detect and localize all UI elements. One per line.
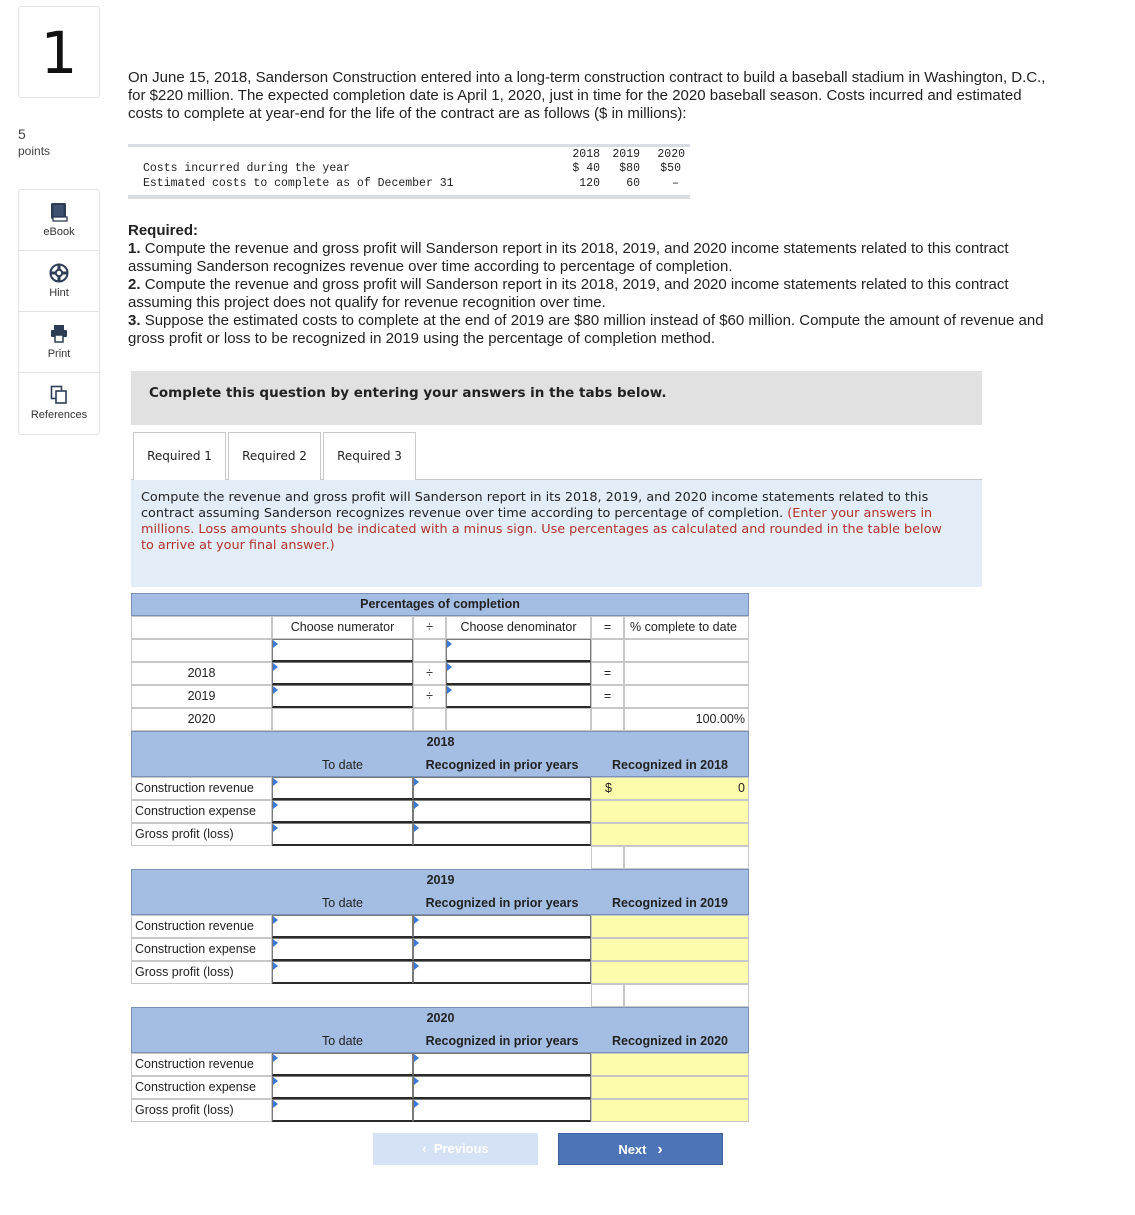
expense-prior-2020[interactable]: [413, 1076, 591, 1099]
col-recognized-2020: Recognized in 2020: [611, 1034, 728, 1048]
row-label-gross-profit: Gross profit (loss): [135, 827, 234, 841]
divide-symbol: ÷: [426, 620, 433, 634]
ebook-label: eBook: [43, 226, 75, 238]
hint-button[interactable]: [19, 251, 99, 312]
col-recognized-2019: Recognized in 2019: [611, 896, 728, 910]
col-to-date: To date: [321, 1034, 363, 1048]
tab-required-2[interactable]: Required 2: [228, 432, 321, 480]
gross-profit-prior-2020[interactable]: [413, 1099, 591, 1122]
references-icon: [50, 385, 68, 405]
col-prior-years: Recognized in prior years: [425, 758, 579, 772]
answer-grid: [131, 593, 749, 1123]
year-header-2018: 2018: [572, 148, 600, 161]
year-header-2019: 2019: [612, 148, 640, 161]
revenue-to-date-2020[interactable]: [272, 1053, 413, 1076]
divide-symbol: ÷: [426, 666, 433, 680]
equals-symbol: =: [603, 620, 612, 634]
cost-row-label: Costs incurred during the year: [143, 162, 351, 175]
ebook-button[interactable]: [19, 190, 99, 251]
instruction-text: Compute the revenue and gross profit will Sanderson report in its 2018, 2019, and 2020 income statements related to this contract assuming Sanderson recognizes revenue over time according to percentage of completion.: [141, 490, 929, 521]
numerator-select[interactable]: [272, 639, 413, 662]
hint-label: Hint: [49, 287, 69, 299]
row-label-revenue: Construction revenue: [135, 781, 254, 795]
chevron-left-icon: ‹: [422, 1141, 427, 1156]
revenue-prior-2020[interactable]: [413, 1053, 591, 1076]
year-header-2020: 2020: [657, 148, 685, 161]
revenue-recognized-2020: [591, 1053, 749, 1076]
poc-year-2019: 2019: [187, 689, 216, 703]
result-header: % complete to date: [630, 620, 738, 634]
numerator-input-2018[interactable]: [272, 662, 413, 685]
points-value: 5: [18, 126, 26, 142]
row-label-expense: Construction expense: [135, 804, 256, 818]
expense-recognized-2018: [591, 800, 749, 823]
poc-title: Percentages of completion: [360, 597, 520, 611]
cost-value: $80: [619, 162, 640, 175]
revenue-prior-2019[interactable]: [413, 915, 591, 938]
col-recognized-2018: Recognized in 2018: [611, 758, 728, 772]
divide-symbol: ÷: [426, 689, 433, 703]
equals-symbol: =: [603, 666, 612, 680]
block-2018-year: 2018: [426, 735, 455, 749]
expense-prior-2018[interactable]: [413, 800, 591, 823]
row-label-revenue: Construction revenue: [135, 919, 254, 933]
cost-value: $50: [660, 162, 681, 175]
complete-banner: Complete this question by entering your answers in the tabs below.: [131, 371, 982, 425]
gross-profit-recognized-2020: [591, 1099, 749, 1122]
equals-symbol: =: [603, 689, 612, 703]
cost-table: [128, 144, 690, 199]
expense-to-date-2019[interactable]: [272, 938, 413, 961]
book-icon: [50, 202, 68, 222]
hint-icon: [49, 263, 69, 283]
percent-complete-2019: [624, 685, 749, 708]
col-prior-years: Recognized in prior years: [425, 1034, 579, 1048]
expense-prior-2019[interactable]: [413, 938, 591, 961]
gross-profit-to-date-2019[interactable]: [272, 961, 413, 984]
printer-icon: [50, 324, 68, 344]
tab-required-1[interactable]: Required 1: [133, 432, 226, 481]
question-prompt: On June 15, 2018, Sanderson Construction entered into a long-term construction contract to build a baseball stadium in Washington, D.C., for $220 million. The expected completion date is April 1, 2020, just in time for the 2020 baseball season. Costs incurred and estimated costs to complete at year-end for the life of the contract are as follows ($ in millions):: [128, 69, 1046, 122]
gross-profit-to-date-2020[interactable]: [272, 1099, 413, 1122]
col-to-date: To date: [321, 758, 363, 772]
required-item-1: 1. Compute the revenue and gross profit will Sanderson report in its 2018, 2019, and 2020 income statements related to this contract assuming Sanderson recognizes revenue over time according to percentage of completion.: [128, 240, 1009, 275]
poc-year-2020: 2020: [187, 712, 216, 726]
cost-row-label: Estimated costs to complete as of December 31: [143, 177, 454, 190]
points-label: points: [18, 144, 51, 158]
poc-year-2018: 2018: [187, 666, 216, 680]
row-label-revenue: Construction revenue: [135, 1057, 254, 1071]
tab-required-3[interactable]: Required 3: [323, 432, 416, 480]
expense-recognized-2019: [591, 938, 749, 961]
numerator-header: Choose numerator: [290, 620, 395, 634]
cost-value: –: [672, 177, 679, 190]
row-label-gross-profit: Gross profit (loss): [135, 1103, 234, 1117]
cost-value: 120: [579, 177, 600, 190]
previous-label: Previous: [433, 1141, 489, 1156]
denominator-input-2018[interactable]: [446, 662, 591, 685]
denominator-input-2019[interactable]: [446, 685, 591, 708]
percent-complete-2020: 100.00%: [695, 712, 745, 726]
revenue-prior-2018[interactable]: [413, 777, 591, 800]
tools-panel: [18, 189, 100, 435]
required-item-2: 2. Compute the revenue and gross profit will Sanderson report in its 2018, 2019, and 2020 income statements related to this contract assuming this project does not qualify for revenue recognition over time.: [128, 276, 1009, 311]
required-item-3: 3. Suppose the estimated costs to complete at the end of 2019 are $80 million instead of $60 million. Compute the amount of revenue and gross profit or loss to be recognized in 2019 using the percentage of completion method.: [128, 312, 1044, 347]
chevron-right-icon: ›: [657, 1141, 663, 1158]
revenue-to-date-2018[interactable]: [272, 777, 413, 800]
numerator-input-2019[interactable]: [272, 685, 413, 708]
row-label-expense: Construction expense: [135, 1080, 256, 1094]
currency-symbol: $: [605, 781, 612, 795]
col-to-date: To date: [321, 896, 363, 910]
gross-profit-recognized-2019: [591, 961, 749, 984]
expense-recognized-2020: [591, 1076, 749, 1099]
revenue-to-date-2019[interactable]: [272, 915, 413, 938]
expense-to-date-2020[interactable]: [272, 1076, 413, 1099]
instruction-note: (Enter your answers in millions. Loss amounts should be indicated with a minus sign. Use percentages as calculated and rounded in the table below to arrive at your final answer.): [141, 506, 942, 553]
required-section: [128, 222, 1073, 348]
previous-button[interactable]: [373, 1133, 538, 1165]
percent-complete-2018: [624, 662, 749, 685]
revenue-recognized-2019: [591, 915, 749, 938]
print-label: Print: [47, 348, 71, 360]
print-button[interactable]: [19, 312, 99, 373]
denominator-header: Choose denominator: [460, 620, 577, 634]
denominator-select[interactable]: [446, 639, 591, 662]
row-label-expense: Construction expense: [135, 942, 256, 956]
references-label: References: [30, 409, 88, 421]
next-label: Next: [618, 1142, 647, 1157]
cost-value: $ 40: [572, 162, 600, 175]
col-prior-years: Recognized in prior years: [425, 896, 579, 910]
gross-profit-to-date-2018[interactable]: [272, 823, 413, 846]
cost-value: 60: [626, 177, 640, 190]
next-button[interactable]: [558, 1133, 723, 1165]
row-label-gross-profit: Gross profit (loss): [135, 965, 234, 979]
required-heading: Required:: [128, 222, 199, 239]
gross-profit-prior-2019[interactable]: [413, 961, 591, 984]
revenue-recognized-2018-value: 0: [738, 781, 745, 795]
gross-profit-recognized-2018: [591, 823, 749, 846]
references-button[interactable]: [19, 373, 99, 434]
block-2020-year: 2020: [426, 1011, 455, 1025]
gross-profit-prior-2018[interactable]: [413, 823, 591, 846]
tab-instructions: [131, 480, 982, 587]
block-2019-year: 2019: [426, 873, 455, 887]
expense-to-date-2018[interactable]: [272, 800, 413, 823]
question-number: 1: [18, 6, 100, 98]
